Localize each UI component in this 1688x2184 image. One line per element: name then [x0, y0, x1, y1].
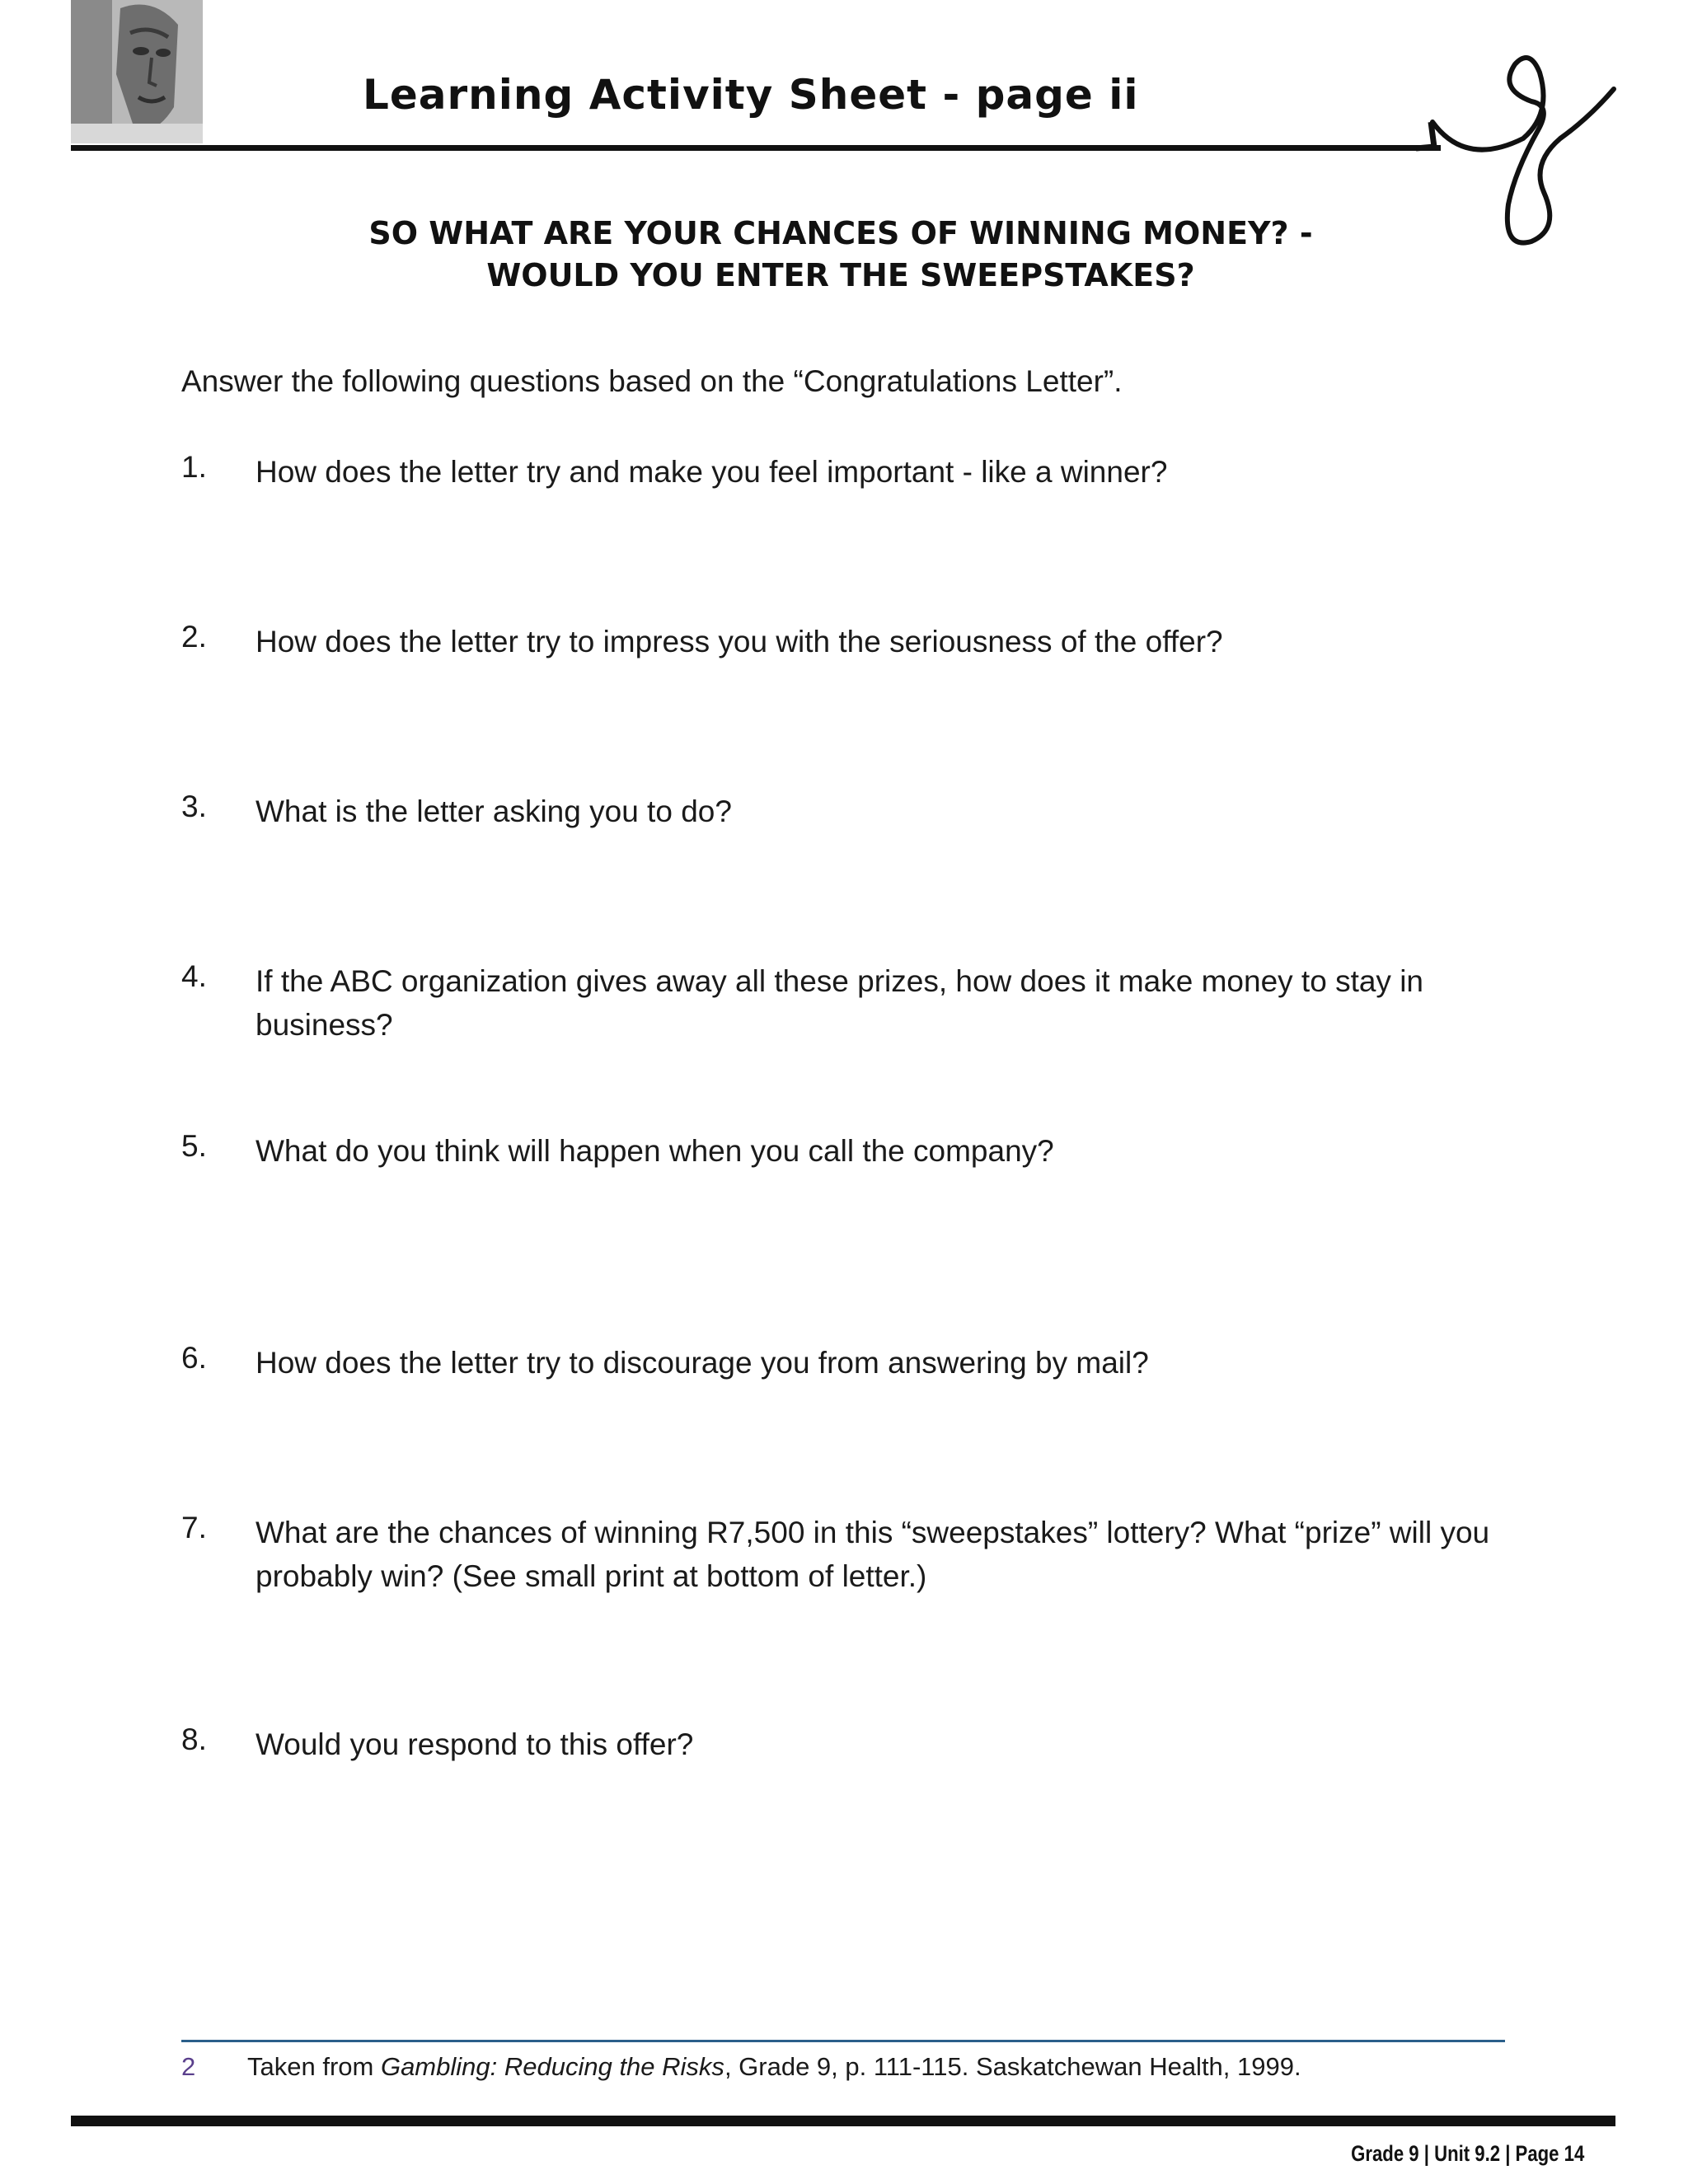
footnote-text: [247, 2052, 1301, 2082]
footnote-prefix: Taken from: [247, 2052, 381, 2081]
worksheet-subtitle: [247, 213, 1434, 297]
question-number: 3.: [181, 790, 207, 823]
footnote-suffix: , Grade 9, p. 111-115. Saskatchewan Health, 1999.: [724, 2052, 1301, 2081]
question-text: If the ABC organization gives away all these prizes, how does it make money to stay in business?: [256, 964, 1424, 1042]
question-text: How does the letter try to discourage you from answering by mail?: [256, 1346, 1149, 1380]
question-number: 1.: [181, 450, 207, 484]
header-rule: [71, 145, 1441, 151]
question-text: How does the letter try and make you feel important - like a winner?: [256, 455, 1168, 489]
footnote-source-title: Gambling: Reducing the Risks: [380, 2052, 724, 2081]
question-number: 7.: [181, 1511, 207, 1544]
question-number: 8.: [181, 1722, 207, 1756]
question-number: 6.: [181, 1341, 207, 1375]
footer-rule: [71, 2116, 1615, 2126]
question-text: What do you think will happen when you call the company?: [256, 1134, 1054, 1168]
question-number: 4.: [181, 959, 207, 993]
page-reference: Grade 9 | Unit 9.2 | Page 14: [1350, 2141, 1584, 2166]
subtitle-line-2: WOULD YOU ENTER THE SWEEPSTAKES?: [486, 257, 1195, 293]
instructions: Answer the following questions based on the “Congratulations Letter”.: [181, 364, 1123, 398]
cursive-g-icon: [1416, 23, 1622, 270]
footnote-number: 2: [181, 2052, 196, 2081]
question-text: What are the chances of winning R7,500 in this “sweepstakes” lottery? What “prize” will you probably win? (See small print at bottom of letter.): [256, 1516, 1490, 1593]
carved-mask-icon: [71, 0, 203, 143]
question-number: 2.: [181, 620, 207, 654]
question-text: How does the letter try to impress you with the seriousness of the offer?: [256, 625, 1223, 658]
question-text: Would you respond to this offer?: [256, 1727, 694, 1761]
footnote-rule: [181, 2040, 1505, 2042]
question-number: 5.: [181, 1129, 207, 1163]
page-title: Learning Activity Sheet - page ii: [363, 71, 1139, 119]
header-photo: [71, 0, 203, 143]
subtitle-line-1: SO WHAT ARE YOUR CHANCES OF WINNING MONEY? -: [368, 215, 1313, 251]
question-text: What is the letter asking you to do?: [256, 794, 732, 828]
